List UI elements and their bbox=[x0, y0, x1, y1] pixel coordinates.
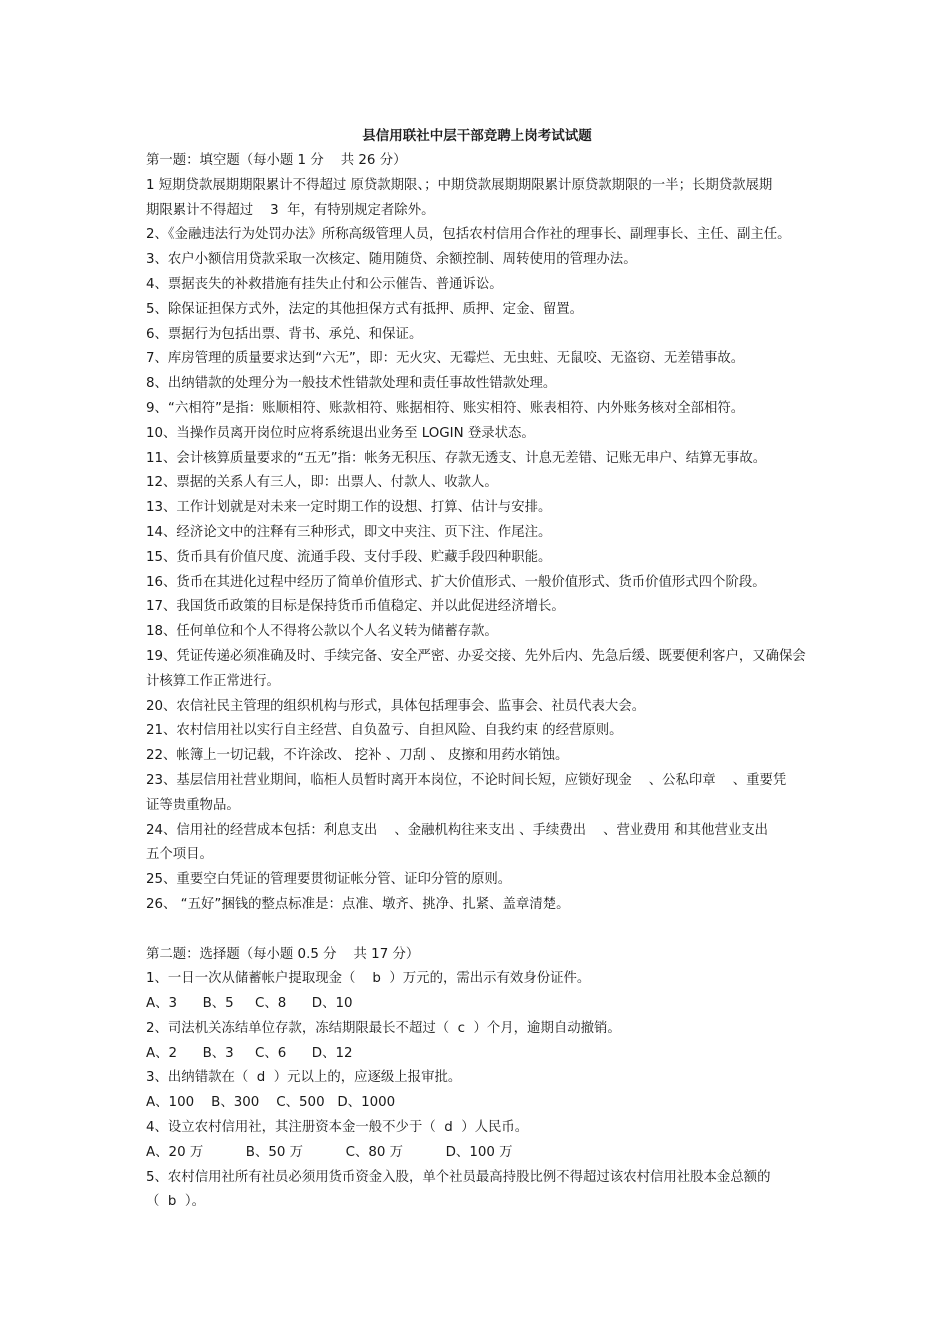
question-line: 19、凭证传递必须准确及时、手续完备、安全严密、办妥交接、先外后内、先急后缓、既要便利客户，又确保会 bbox=[146, 648, 806, 664]
question-list bbox=[146, 967, 808, 1215]
section-heading: 第二题：选择题（每小题 0.5 分 共 17 分） bbox=[146, 946, 420, 962]
question-line: 五个项目。 bbox=[146, 847, 213, 863]
question-line: 6、票据行为包括出票、背书、承兑、和保证。 bbox=[146, 326, 423, 342]
question-line: 23、基层信用社营业期间，临柜人员暂时离开本岗位，不论时间长短，应锁好现金 、公私印章 、重要凭 bbox=[146, 772, 787, 788]
question-line: 11、会计核算质量要求的“五无”指：帐务无积压、存款无透支、计息无差错、记账无串户、结算无事故。 bbox=[146, 450, 767, 466]
question-line: 1、一日一次从储蓄帐户提取现金（ b ）万元的，需出示有效身份证件。 bbox=[146, 971, 591, 987]
section-fill-in-blank bbox=[146, 149, 808, 918]
question-line: 24、信用社的经营成本包括：利息支出 、金融机构往来支出 、手续费出 、营业费用 和其他营业支出 bbox=[146, 822, 769, 838]
question-line: 期限累计不得超过 3 年，有特别规定者除外。 bbox=[146, 202, 435, 218]
question-line: A、20 万 B、50 万 C、80 万 D、100 万 bbox=[146, 1144, 513, 1160]
question-line: 4、设立农村信用社，其注册资本金一般不少于（ d ）人民币。 bbox=[146, 1120, 529, 1136]
question-line: 9、“六相符”是指：账顺相符、账款相符、账据相符、账实相符、账表相符、内外账务核对全部相符。 bbox=[146, 400, 745, 416]
question-line: 计核算工作正常进行。 bbox=[146, 673, 280, 689]
question-line: 10、当操作员离开岗位时应将系统退出业务至 LOGIN 登录状态。 bbox=[146, 425, 535, 441]
question-line: 7、库房管理的质量要求达到“六无”，即：无火灾、无霉烂、无虫蛀、无鼠咬、无盗窃、无差错事故。 bbox=[146, 351, 745, 367]
question-line: 证等贵重物品。 bbox=[146, 797, 240, 813]
question-line: 18、任何单位和个人不得将公款以个人名义转为储蓄存款。 bbox=[146, 624, 498, 640]
question-line: 5、除保证担保方式外，法定的其他担保方式有抵押、质押、定金、留置。 bbox=[146, 301, 584, 317]
question-line: 5、农村信用社所有社员必须用货币资金入股，单个社员最高持股比例不得超过该农村信用社股本金总额的 bbox=[146, 1169, 771, 1185]
question-line: 3、农户小额信用贷款采取一次核定、随用随贷、余额控制、周转使用的管理办法。 bbox=[146, 252, 637, 268]
question-line: 14、经济论文中的注释有三种形式，即文中夹注、页下注、作尾注。 bbox=[146, 524, 552, 540]
question-line: 12、票据的关系人有三人，即：出票人、付款人、收款人。 bbox=[146, 475, 498, 491]
question-line: 21、农村信用社以实行自主经营、自负盈亏、自担风险、自我约束 的经营原则。 bbox=[146, 723, 623, 739]
question-line: 20、农信社民主管理的组织机构与形式，具体包括理事会、监事会、社员代表大会。 bbox=[146, 698, 646, 714]
section-heading: 第一题：填空题（每小题 1 分 共 26 分） bbox=[146, 153, 407, 168]
question-line: A、100 B、300 C、500 D、1000 bbox=[146, 1095, 396, 1111]
question-line: 4、票据丧失的补救措施有挂失止付和公示催告、普通诉讼。 bbox=[146, 276, 503, 292]
section-multiple-choice bbox=[146, 943, 808, 1216]
question-line: （ b ）。 bbox=[146, 1194, 205, 1210]
question-line: 3、出纳错款在（ d ）元以上的，应逐级上报审批。 bbox=[146, 1070, 462, 1086]
question-line: 2、《金融违法行为处罚办法》所称高级管理人员，包括农村信用合作社的理事长、副理事长、主任、副主任。 bbox=[146, 227, 791, 243]
question-line: 25、重要空白凭证的管理要贯彻证帐分管、证印分管的原则。 bbox=[146, 872, 512, 888]
question-line: A、2 B、3 C、6 D、12 bbox=[146, 1045, 353, 1061]
question-list bbox=[146, 174, 808, 918]
question-line: 26、 “五好”捆钱的整点标准是：点准、墩齐、挑净、扎紧、盖章清楚。 bbox=[146, 896, 570, 912]
question-line: 2、司法机关冻结单位存款，冻结期限最长不超过（ c ）个月，逾期自动撤销。 bbox=[146, 1020, 621, 1036]
question-line: A、3 B、5 C、8 D、10 bbox=[146, 996, 353, 1012]
question-line: 1 短期贷款展期期限累计不得超过 原贷款期限、；中期贷款展期期限累计原贷款期限的一半；长期贷款展期 bbox=[146, 177, 773, 193]
document-title: 县信用联社中层干部竞聘上岗考试试题 bbox=[362, 128, 592, 144]
question-line: 8、出纳错款的处理分为一般技术性错款处理和责任事故性错款处理。 bbox=[146, 376, 557, 392]
question-line: 13、工作计划就是对未来一定时期工作的设想、打算、估计与安排。 bbox=[146, 500, 552, 516]
question-line: 15、货币具有价值尺度、流通手段、支付手段、贮藏手段四种职能。 bbox=[146, 549, 552, 565]
question-line: 17、我国货币政策的目标是保持货币币值稳定、并以此促进经济增长。 bbox=[146, 599, 565, 615]
question-line: 16、货币在其进化过程中经历了简单价值形式、扩大价值形式、一般价值形式、货币价值形式四个阶段。 bbox=[146, 574, 766, 590]
question-line: 22、帐簿上一切记载，不许涂改、 挖补 、刀刮 、 皮擦和用药水销蚀。 bbox=[146, 748, 569, 764]
section-spacer bbox=[146, 918, 808, 943]
